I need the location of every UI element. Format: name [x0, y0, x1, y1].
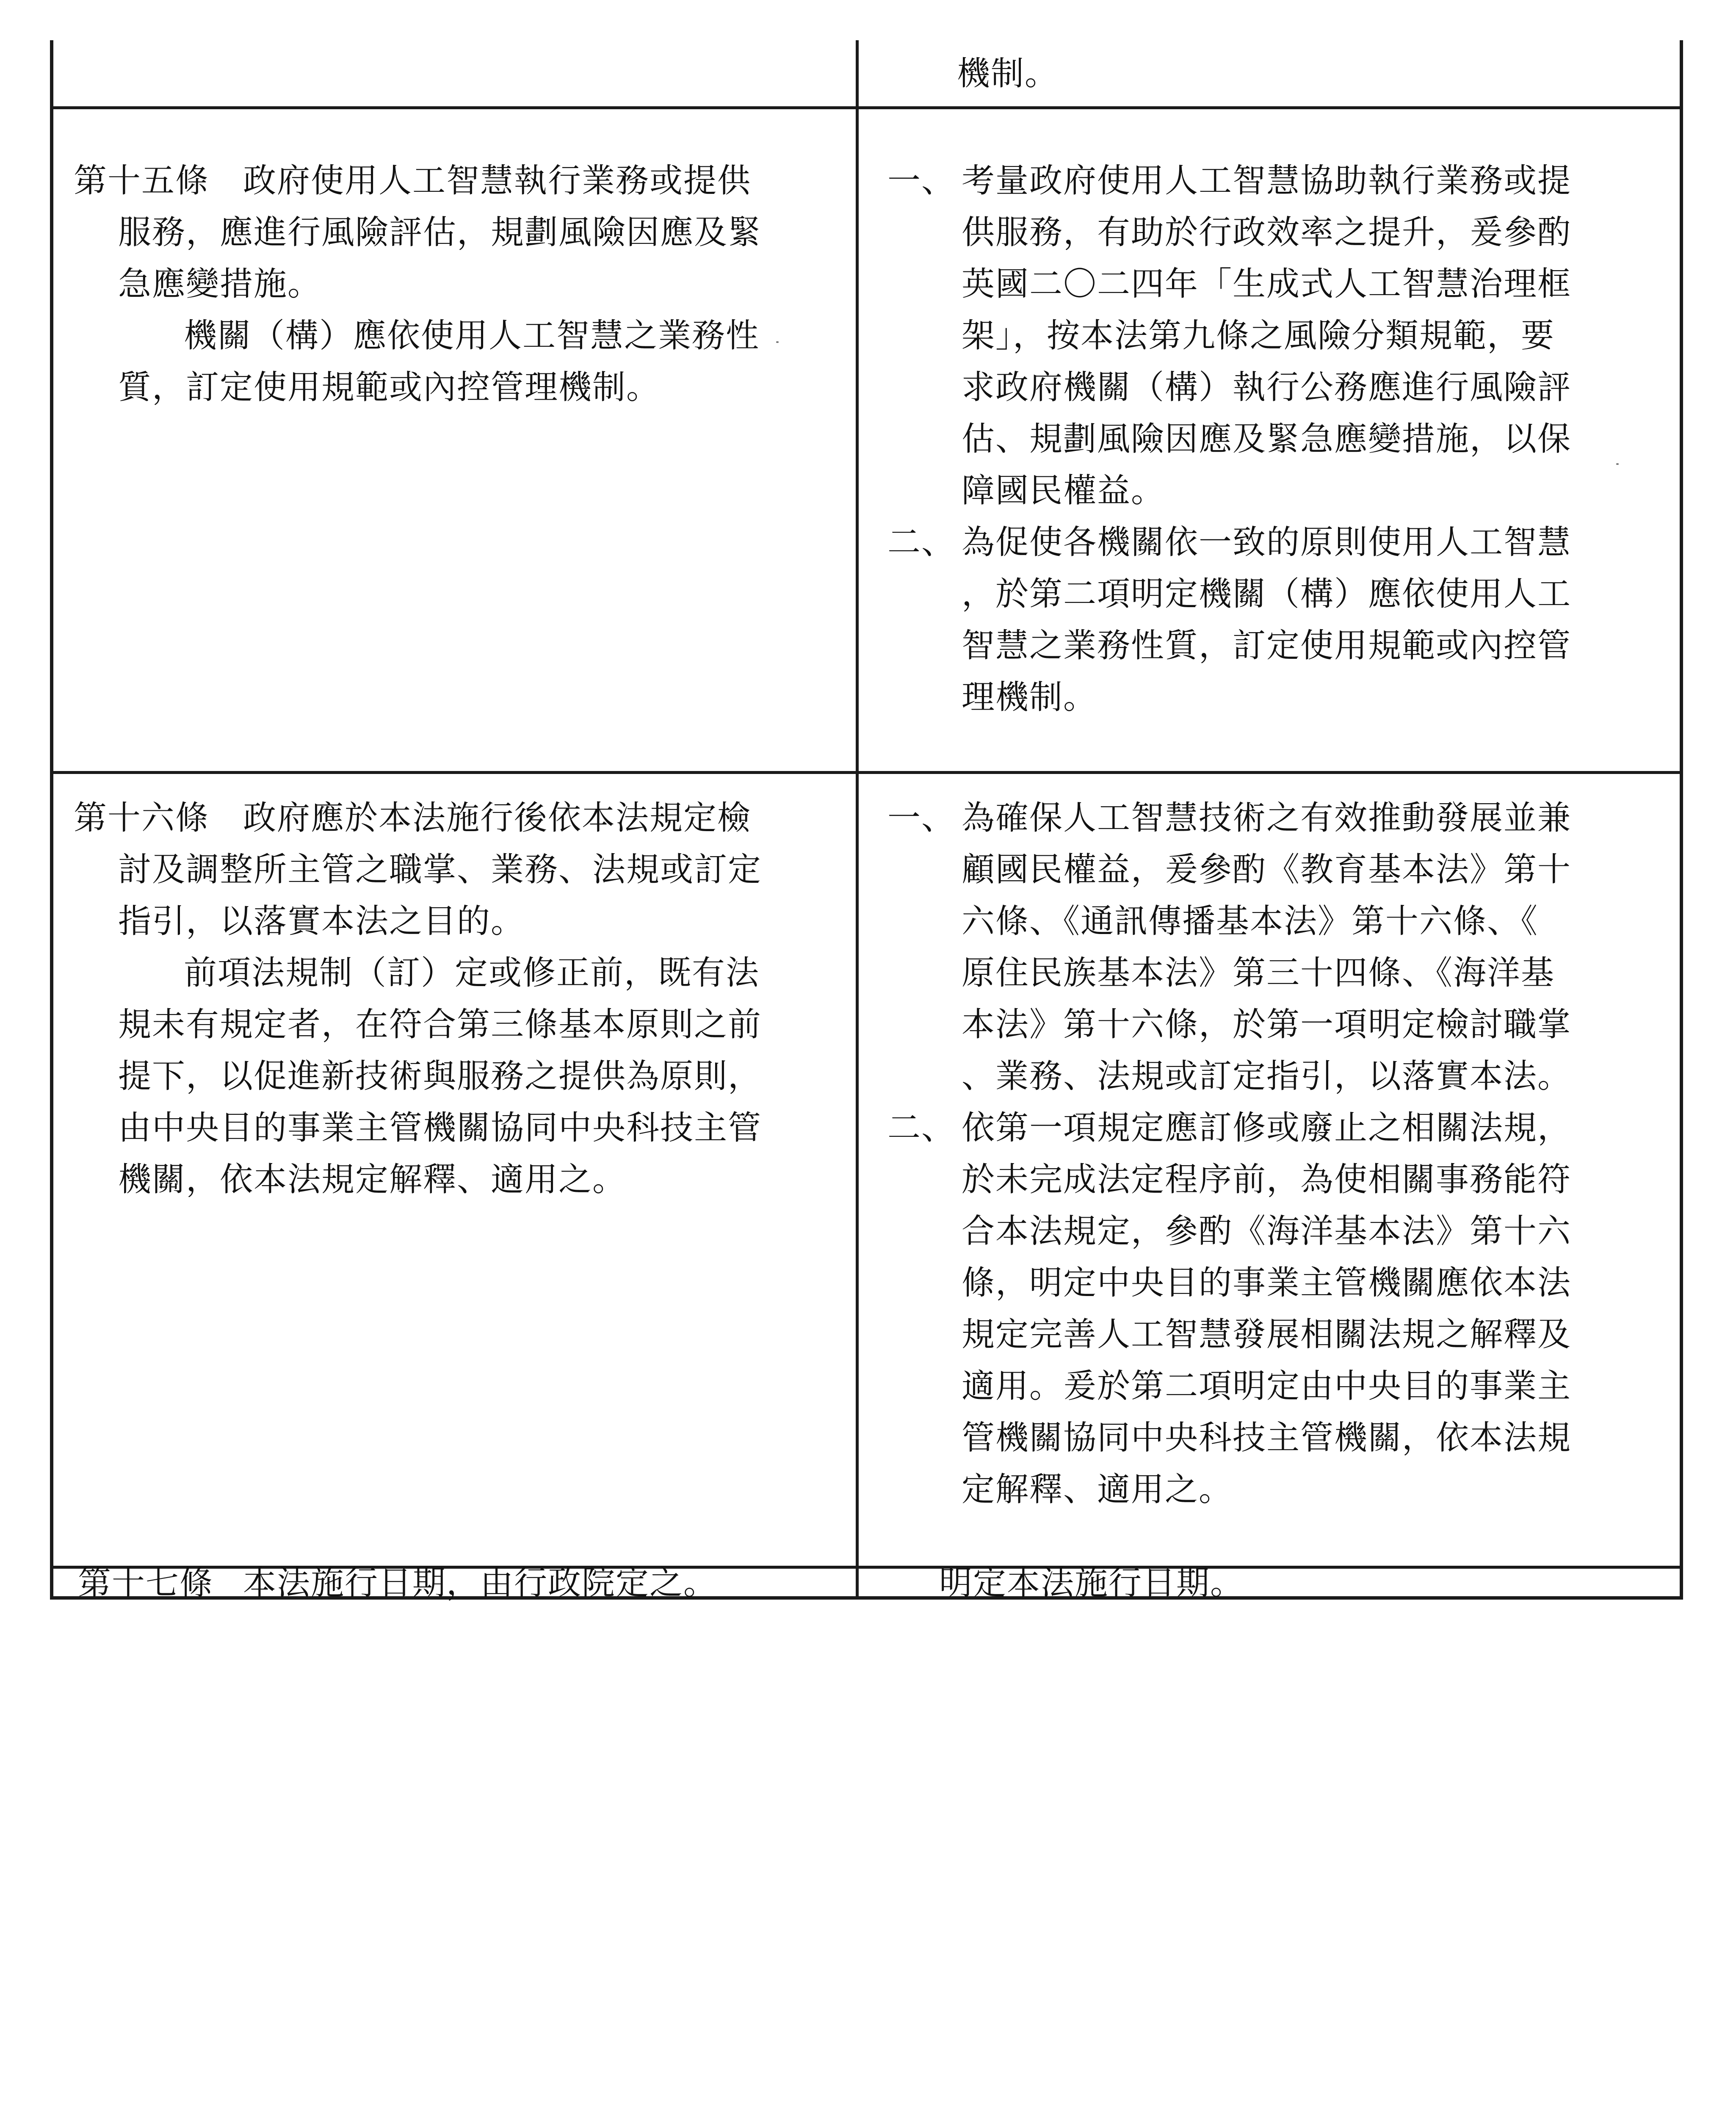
text-line: 合本法規定，參酌《海洋基本法》第十六 — [962, 1212, 1572, 1250]
article-number: 第十六條 — [74, 799, 210, 837]
row-divider — [53, 771, 1680, 774]
text-line: 理機制。 — [962, 678, 1097, 716]
explanation-item-1 — [887, 792, 1683, 844]
item-text: 依第一項規定應訂修或廢止之相關法規， — [962, 1109, 1572, 1147]
article-number: 第十七條 — [78, 1564, 214, 1602]
scan-speck — [1616, 463, 1619, 465]
row-divider — [53, 106, 1680, 109]
text-line: 規定完善人工智慧發展相關法規之解釋及 — [962, 1316, 1572, 1354]
text-line: 指引，以落實本法之目的。 — [118, 902, 525, 940]
text-line: 機關，依本法規定解釋、適用之。 — [118, 1161, 627, 1199]
item-number: 二、 — [887, 1109, 956, 1147]
column-divider — [856, 40, 859, 1596]
article-text: 政府應於本法施行後依本法規定檢 — [243, 799, 752, 837]
text-line: 英國二〇二四年「生成式人工智慧治理框 — [962, 265, 1572, 303]
article-16-line-1 — [74, 792, 856, 844]
article-15-line-1 — [74, 155, 856, 207]
article-17-line — [78, 1566, 856, 1600]
row2-right-cell — [859, 774, 1683, 1566]
text-line: 估、規劃風險因應及緊急應變措施，以保 — [962, 420, 1572, 458]
text-line: 架」，按本法第九條之風險分類規範，要 — [962, 317, 1555, 355]
text-line: 智慧之業務性質，訂定使用規範或內控管 — [962, 627, 1572, 665]
scan-speck — [776, 341, 779, 343]
text-line: 、業務、法規或訂定指引，以落實本法。 — [962, 1057, 1572, 1095]
text-line: 機關（構）應依使用人工智慧之業務性 — [184, 317, 760, 355]
item-number: 二、 — [887, 523, 956, 561]
text-line: 前項法規制（訂）定或修正前，既有法 — [184, 954, 760, 992]
row0-right-cell — [859, 40, 1683, 108]
text-line: 供服務，有助於行政效率之提升，爰參酌 — [962, 213, 1572, 251]
row3-left-cell — [53, 1564, 856, 1602]
text-line: 定解釋、適用之。 — [962, 1470, 1233, 1509]
explanation-item-1 — [887, 155, 1683, 207]
text-line: 於未完成法定程序前，為使相關事務能符 — [962, 1161, 1572, 1199]
text-line: 原住民族基本法》第三十四條、《海洋基 — [962, 954, 1555, 992]
text-line: 管機關協同中央科技主管機關，依本法規 — [962, 1419, 1572, 1457]
text-line: 提下，以促進新技術與服務之提供為原則， — [118, 1057, 762, 1095]
text-line: 急應變措施。 — [118, 265, 322, 303]
text-line: 服務，應進行風險評估，規劃風險因應及緊 — [118, 213, 762, 251]
text-line: 機制。 — [957, 55, 1059, 93]
row1-right-cell — [859, 109, 1683, 771]
explanation-item-2 — [887, 517, 1683, 568]
text-line: 障國民權益。 — [962, 472, 1165, 510]
law-comparison-table — [50, 40, 1683, 1600]
row3-right-cell — [859, 1564, 1683, 1602]
text-line: 顧國民權益，爰參酌《教育基本法》第十 — [962, 851, 1572, 889]
item-text: 為促使各機關依一致的原則使用人工智慧 — [962, 523, 1572, 561]
text-line: 適用。爰於第二項明定由中央目的事業主 — [962, 1367, 1572, 1405]
text-line: 討及調整所主管之職掌、業務、法規或訂定 — [118, 851, 762, 889]
explanation-item-2 — [887, 1102, 1683, 1154]
text-line: 規未有規定者，在符合第三條基本原則之前 — [118, 1006, 762, 1044]
text-line: 明定本法施行日期。 — [939, 1564, 1244, 1602]
text-line: 本法》第十六條，於第一項明定檢討職掌 — [962, 1006, 1572, 1044]
item-text: 為確保人工智慧技術之有效推動發展並兼 — [962, 799, 1572, 837]
text-line: 六條、《通訊傳播基本法》第十六條、《 — [962, 902, 1539, 940]
article-text: 本法施行日期，由行政院定之。 — [243, 1564, 718, 1602]
text-line: 由中央目的事業主管機關協同中央科技主管 — [118, 1109, 762, 1147]
item-number: 一、 — [887, 799, 956, 837]
text-line: ，於第二項明定機關（構）應依使用人工 — [962, 575, 1572, 613]
row1-left-cell — [53, 109, 856, 771]
item-number: 一、 — [887, 162, 956, 200]
article-number: 第十五條 — [74, 162, 210, 200]
row2-left-cell — [53, 774, 856, 1566]
article-text: 政府使用人工智慧執行業務或提供 — [243, 162, 752, 200]
text-line: 求政府機關（構）執行公務應進行風險評 — [962, 368, 1572, 406]
item-text: 考量政府使用人工智慧協助執行業務或提 — [962, 162, 1572, 200]
text-line: 條，明定中央目的事業主管機關應依本法 — [962, 1264, 1572, 1302]
text-line: 質，訂定使用規範或內控管理機制。 — [118, 368, 661, 406]
